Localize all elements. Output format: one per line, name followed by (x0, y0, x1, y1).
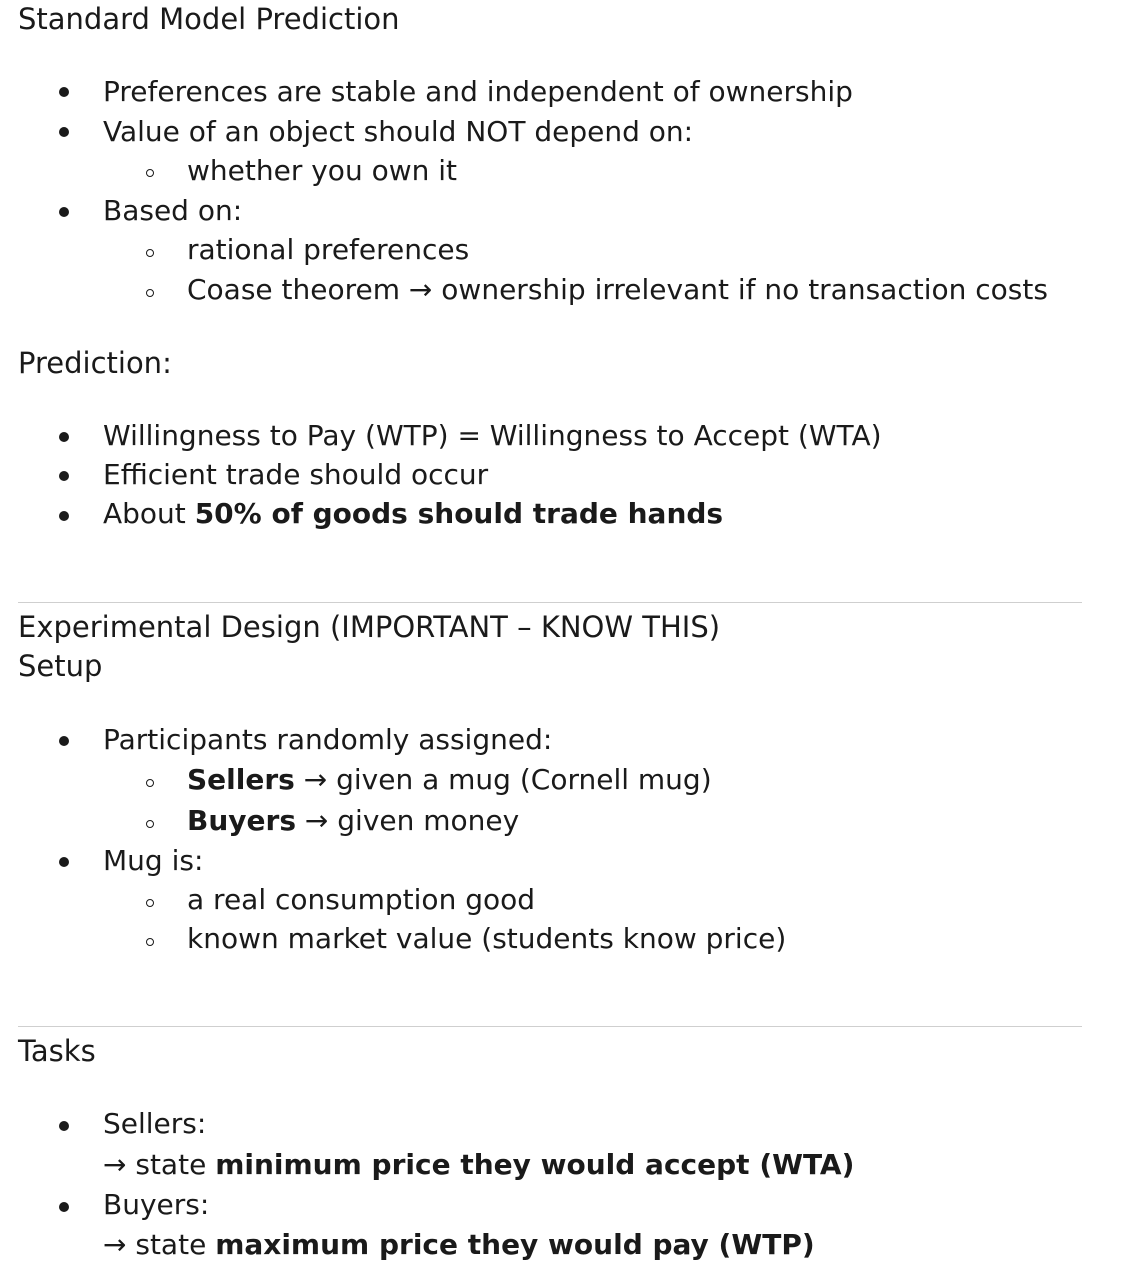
sub-list-item: whether you own it (187, 154, 458, 187)
continuation-emphasis: minimum price they would accept (WTA) (215, 1148, 855, 1181)
list-item-prefix: About (103, 497, 195, 530)
list-item: Value of an object should NOT depend on: (103, 115, 694, 148)
sub-bullet-circle (146, 289, 154, 297)
list-item-continuation (103, 1226, 815, 1264)
bullet-dot (59, 1202, 69, 1212)
list-item: Sellers: (103, 1107, 207, 1140)
sub-bullet-circle (146, 779, 154, 787)
sub-bullet-circle (146, 938, 154, 946)
sub-list-item: known market value (students know price) (187, 922, 787, 955)
bullet-dot (59, 511, 69, 521)
role-sellers: Sellers (187, 763, 295, 796)
sub-list-item (187, 761, 712, 799)
sub-list-item: Coase theorem → ownership irrelevant if no transaction costs (187, 273, 1048, 306)
sub-bullet-circle (146, 249, 154, 257)
list-item: Efficient trade should occur (103, 458, 489, 491)
list-item-continuation (103, 1146, 854, 1184)
continuation-prefix: → state (103, 1228, 216, 1261)
section-heading-standard-model: Standard Model Prediction (18, 2, 400, 36)
bullet-dot (59, 207, 69, 217)
sub-bullet-circle (146, 820, 154, 828)
list-item: Buyers: (103, 1188, 210, 1221)
bullet-dot (59, 857, 69, 867)
section-divider (18, 602, 1082, 603)
continuation-prefix: → state (103, 1148, 216, 1181)
role-buyers-desc: → given money (296, 804, 520, 837)
list-item: Willingness to Pay (WTP) = Willingness to Accept (WTA) (103, 419, 882, 452)
sub-list-item: a real consumption good (187, 883, 536, 916)
bullet-dot (59, 736, 69, 746)
list-item: Participants randomly assigned: (103, 723, 553, 756)
list-item: Based on: (103, 194, 243, 227)
subheading-setup: Setup (18, 649, 103, 683)
list-item: Preferences are stable and independent of ownership (103, 75, 853, 108)
bullet-dot (59, 1121, 69, 1131)
section-divider (18, 1026, 1082, 1027)
section-heading-prediction: Prediction: (18, 346, 172, 380)
list-item-emphasis: 50% of goods should trade hands (194, 497, 724, 530)
role-buyers: Buyers (187, 804, 296, 837)
section-heading-tasks: Tasks (18, 1034, 96, 1068)
continuation-emphasis: maximum price they would pay (WTP) (215, 1228, 815, 1261)
sub-list-item (187, 802, 519, 840)
bullet-dot (59, 471, 69, 481)
role-sellers-desc: → given a mug (Cornell mug) (294, 763, 712, 796)
sub-bullet-circle (146, 169, 154, 177)
bullet-dot (59, 127, 69, 137)
sub-list-item: rational preferences (187, 233, 470, 266)
bullet-dot (59, 432, 69, 442)
bullet-dot (59, 87, 69, 97)
section-heading-experimental-design: Experimental Design (IMPORTANT – KNOW THIS) (18, 610, 721, 644)
list-item (103, 495, 723, 533)
sub-bullet-circle (146, 899, 154, 907)
list-item: Mug is: (103, 844, 204, 877)
